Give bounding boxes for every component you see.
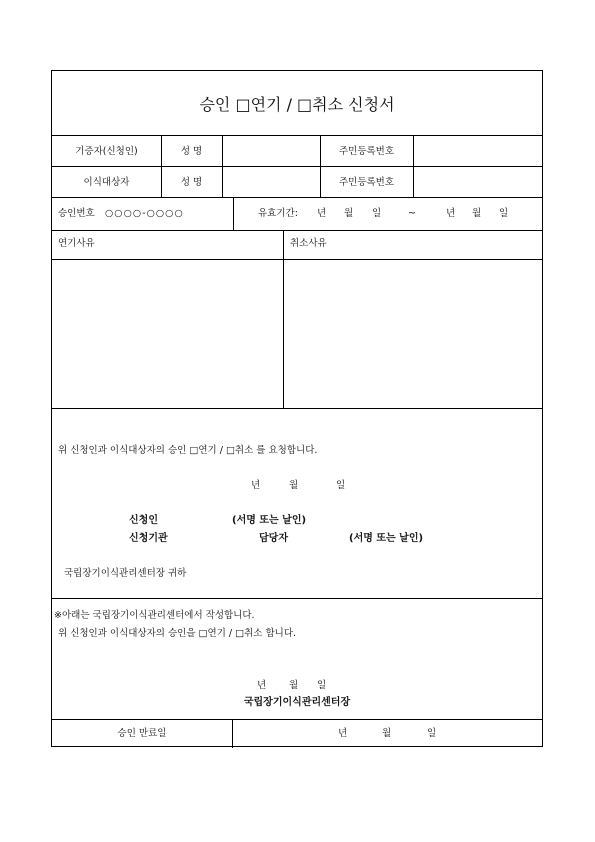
expiry-label: 승인 만료일 [117,728,167,739]
col-divider [232,719,233,748]
row-divider [52,408,542,409]
cancel-reason-field[interactable] [284,260,541,407]
recipient-rrn-field[interactable] [414,167,541,197]
row-divider [52,197,542,198]
validity-start-day: 일 [372,208,382,219]
col-divider [233,197,234,230]
recipient-name-label: 성 명 [180,177,203,188]
center-date-day: 일 [317,680,327,691]
center-date-year: 년 [257,680,267,691]
center-signer: 국립장기이식관리센터장 [243,697,351,708]
validity-start-month: 월 [344,208,354,219]
validity-end-day: 일 [499,208,509,219]
validity-separator: ~ [408,208,416,219]
recipient-rrn-label: 주민등록번호 [338,177,395,188]
row-divider [52,719,542,720]
recipient-name-field[interactable] [223,167,319,197]
center-note: ※아래는 국립장기이식관리센터에서 작성합니다. [54,610,255,621]
applicant-name-field[interactable] [223,136,319,166]
applicant-label: 기증자(신청인) [75,146,138,157]
form-title: 승인 □연기 / □취소 신청서 [199,95,395,114]
request-date-day: 일 [336,480,346,491]
row-divider [52,598,542,599]
request-date-year: 년 [251,480,261,491]
expiry-date-year: 년 [338,728,348,739]
expiry-date-day: 일 [427,728,437,739]
validity-label: 유효기간: [258,208,298,219]
validity-end-month: 월 [472,208,482,219]
applicant-sign-label: 신청인 [129,515,158,526]
center-date-month: 월 [289,680,299,691]
center-statement: 위 신청인과 이식대상자의 승인을 □연기 / □취소 합니다. [58,628,297,639]
approval-number-label: 승인번호 [58,208,95,219]
row-divider [52,230,542,231]
organization-label: 신청기관 [129,533,168,544]
delay-reason-label: 연기사유 [58,238,95,249]
application-form [51,70,543,747]
validity-end-year: 년 [446,208,456,219]
recipient-label: 이식대상자 [83,177,130,188]
cancel-reason-label: 취소사유 [290,238,327,249]
applicant-signature[interactable]: (서명 또는 날인) [232,515,307,526]
request-statement: 위 신청인과 이식대상자의 승인 □연기 / □취소 를 요청합니다. [58,445,318,456]
applicant-name-label: 성 명 [180,146,203,157]
approval-number-value: ○○○○-○○○○ [105,208,184,219]
request-date-month: 월 [289,480,299,491]
delay-reason-field[interactable] [53,260,282,407]
applicant-rrn-field[interactable] [414,136,541,166]
manager-label: 담당자 [259,533,288,544]
expiry-date-month: 월 [382,728,392,739]
applicant-rrn-label: 주민등록번호 [338,146,395,157]
validity-start-year: 년 [317,208,327,219]
manager-signature[interactable]: (서명 또는 날인) [349,533,424,544]
addressee: 국립장기이식관리센터장 귀하 [64,568,187,579]
